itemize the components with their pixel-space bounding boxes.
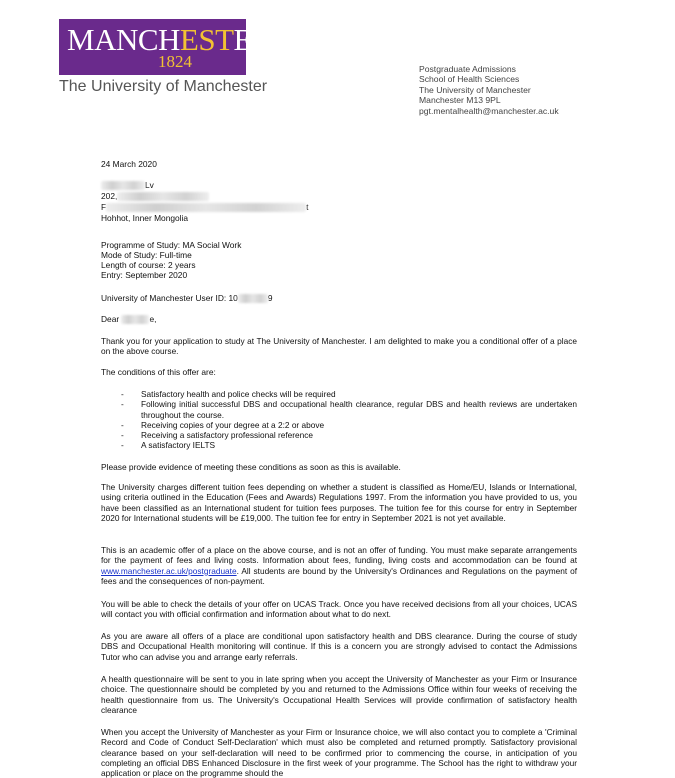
address-line: Postgraduate Admissions: [419, 64, 516, 74]
university-logo: [59, 19, 273, 75]
condition-item: - A satisfactory IELTS: [121, 440, 577, 450]
condition-item: - Receiving a satisfactory professional reference: [121, 430, 577, 440]
redaction: [238, 294, 268, 303]
recipient-name: Lv: [101, 180, 154, 190]
fees-paragraph: The University charges different tuition fees depending on whether a student is classified as Home/EU, Islands or International, using criteria outlined in the Education (Fees and Awards) Regulations 1997. From the information you have provided to us, you have been classified as an International student for tuition fees purposes. The tuition fee for this course for entry in September 2020 for International students will be £19,000. The tuition fee for entry in September 2021 is not yet available.: [101, 482, 577, 523]
redaction: [106, 203, 306, 212]
recipient-city: Hohhot, Inner Mongolia: [101, 213, 189, 223]
address-line: The University of Manchester: [419, 84, 531, 95]
postgraduate-link[interactable]: www.manchester.ac.uk/postgraduate: [101, 565, 237, 576]
conditions-list: [121, 389, 577, 451]
logo-year: 1824: [158, 52, 192, 71]
ucas-paragraph: You will be able to check the details of your offer on UCAS Track. Once you have received decisions from all your choices, UCAS will contact you with official confirmation and information about what to do next.: [101, 599, 577, 620]
condition-item: - Following initial successful DBS and occupational health clearance, regular DBS and health reviews are undertaken throughout the course.: [121, 399, 577, 420]
university-name: The University of Manchester: [59, 78, 268, 95]
conditions-heading: The conditions of this offer are:: [101, 367, 216, 377]
condition-item: - Receiving copies of your degree at a 2:2 or above: [121, 420, 577, 430]
address-line: School of Health Sciences: [419, 74, 520, 85]
evidence-paragraph: Please provide evidence of meeting these conditions as soon as this is available.: [101, 462, 401, 472]
entry-date: Entry: September 2020: [101, 270, 188, 280]
logo-wordmark: MANCHESTER: [67, 22, 273, 57]
sender-address: [419, 64, 559, 116]
programme-of-study: Programme of Study: MA Social Work: [101, 240, 242, 250]
criminal-record-paragraph: When you accept the University of Manchester as your Firm or Insurance choice, we will also contact you to complete a 'Criminal Record and Code of Conduct Self-Declaration' which must also be completed and returned promptly. Satisfactory provisional clearance based on your self-declaration will need to be confirmed prior to commencing the course, in anticipation of you completing an official DBS Enhanced Disclosure in the first week of your programme. The School has the right to withdraw your application or place on the programme should the: [101, 727, 577, 778]
mode-of-study: Mode of Study: Full-time: [101, 250, 192, 260]
condition-item: - Satisfactory health and police checks will be required: [121, 389, 577, 399]
redaction: [117, 192, 209, 201]
recipient-address-line: 202,: [101, 191, 209, 201]
clearance-paragraph: As you are aware all offers of a place are conditional upon satisfactory health and DBS clearance. During the course of study DBS and Occupational Health monitoring will continue. If this is a concern you are strongly advised to contact the Admissions Tutor who can advise you and arrange early referrals.: [101, 631, 577, 662]
recipient-address-line: F t: [101, 202, 309, 212]
letter-date: 24 March 2020: [101, 159, 157, 169]
redaction: [101, 181, 145, 190]
intro-paragraph: Thank you for your application to study at The University of Manchester. I am delighted to make you a conditional offer of a place on the above course.: [101, 336, 577, 357]
course-length: Length of course: 2 years: [101, 260, 196, 270]
questionnaire-paragraph: A health questionnaire will be sent to you in late spring when you accept the University of Manchester as your Firm or Insurance choice. The questionnaire should be completed by you and returned to the Admissions Office within four weeks of receiving the health questionnaire from us. The University's Occupational Health Services will provide confirmation of satisfactory health clearance: [101, 674, 577, 715]
redaction: [121, 315, 149, 324]
address-line: Manchester M13 9PL: [419, 95, 501, 106]
user-id: University of Manchester User ID: 10 9: [101, 293, 273, 303]
salutation: Dear e,: [101, 314, 157, 324]
funding-paragraph: This is an academic offer of a place on the above course, and is not an offer of funding. You must make separate arrangements for the payment of fees and living costs. Information about fees, funding, living costs and accommodation can be found at www.manchester.ac.uk/postgraduate. All students are bound by the University's Ordinances and Regulations on the payment of fees and the consequences of non-payment.: [101, 545, 577, 586]
address-email: pgt.mentalhealth@manchester.ac.uk: [419, 105, 559, 116]
